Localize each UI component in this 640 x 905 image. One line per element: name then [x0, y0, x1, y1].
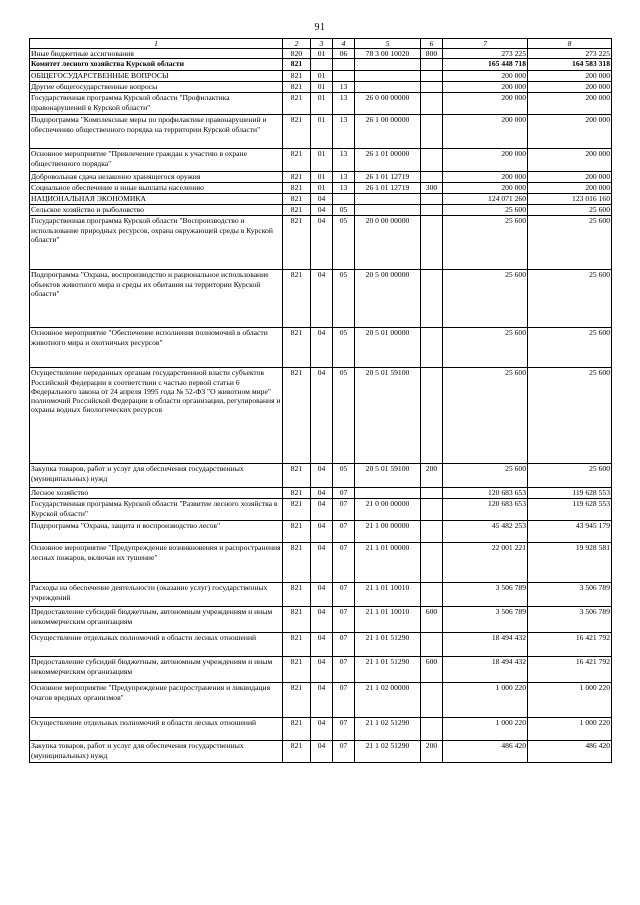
- table-cell-amount-year1: 200 000: [443, 115, 528, 149]
- table-cell-expense-type: [421, 270, 443, 328]
- table-cell-name: Закупка товаров, работ и услуг для обеспечения государственных (муниципальных) нужд: [30, 464, 283, 488]
- table-cell-name: Лесное хозяйство: [30, 488, 283, 499]
- table-cell-expense-type: [421, 718, 443, 741]
- table-row: [30, 543, 612, 583]
- table-cell-amount-year1: 200 000: [443, 172, 528, 183]
- page-number: 91: [314, 22, 326, 33]
- table-cell-name: Подпрограмма "Охрана, воспроизводство и рациональное использование объектов животного мира и среды их обитания на территории Курской области": [30, 270, 283, 328]
- table-cell-grbs: 821: [283, 216, 311, 270]
- table-cell-amount-year1: 165 448 718: [443, 59, 528, 71]
- table-cell-target-article: 21 1 02 00000: [355, 683, 421, 718]
- table-cell-target-article: [355, 82, 421, 93]
- table-row: [30, 205, 612, 216]
- table-cell-grbs: 821: [283, 172, 311, 183]
- table-cell-grbs: 821: [283, 93, 311, 115]
- table-row: [30, 741, 612, 763]
- table-cell-subsection: 13: [333, 183, 355, 194]
- table-cell-amount-year2: 164 583 318: [528, 59, 612, 71]
- table-row: [30, 683, 612, 718]
- table-cell-amount-year1: 1 000 220: [443, 718, 528, 741]
- table-row: [30, 172, 612, 183]
- table-cell-name: Подпрограмма "Охрана, защита и воспроизводство лесов": [30, 521, 283, 543]
- table-cell-amount-year1: 200 000: [443, 183, 528, 194]
- table-cell-subsection: 05: [333, 270, 355, 328]
- table-cell-amount-year2: 25 600: [528, 328, 612, 368]
- table-cell-name: Иные бюджетные ассигнования: [30, 49, 283, 59]
- table-cell-subsection: 07: [333, 521, 355, 543]
- table-cell-target-article: 20 5 01 00000: [355, 328, 421, 368]
- table-cell-grbs: 821: [283, 488, 311, 499]
- table-row: [30, 149, 612, 172]
- table-cell-grbs: 821: [283, 607, 311, 633]
- table-cell-amount-year1: 25 600: [443, 328, 528, 368]
- table-cell-target-article: 78 3 00 10020: [355, 49, 421, 59]
- table-cell-expense-type: [421, 683, 443, 718]
- table-cell-section: 04: [311, 194, 333, 205]
- table-cell-amount-year2: 200 000: [528, 149, 612, 172]
- table-cell-amount-year2: 200 000: [528, 172, 612, 183]
- table-cell-target-article: 21 1 01 10010: [355, 583, 421, 607]
- table-cell-amount-year1: 25 600: [443, 464, 528, 488]
- table-cell-grbs: 821: [283, 270, 311, 328]
- table-cell-subsection: 13: [333, 115, 355, 149]
- table-cell-grbs: 821: [283, 633, 311, 657]
- column-header: 6: [421, 39, 443, 49]
- table-cell-expense-type: 800: [421, 49, 443, 59]
- table-cell-target-article: 26 1 01 12719: [355, 172, 421, 183]
- column-header: 5: [355, 39, 421, 49]
- table-cell-section: 01: [311, 93, 333, 115]
- table-cell-amount-year2: 1 000 220: [528, 683, 612, 718]
- table-cell-subsection: 13: [333, 82, 355, 93]
- table-cell-section: 04: [311, 583, 333, 607]
- table-row: [30, 216, 612, 270]
- table-cell-target-article: 26 1 01 00000: [355, 149, 421, 172]
- table-cell-name: Государственная программа Курской области "Профилактика правонарушений в Курской области": [30, 93, 283, 115]
- table-cell-expense-type: [421, 93, 443, 115]
- table-cell-section: 04: [311, 741, 333, 763]
- table-cell-section: 01: [311, 115, 333, 149]
- table-cell-target-article: 20 5 01 59100: [355, 464, 421, 488]
- table-cell-amount-year2: 200 000: [528, 115, 612, 149]
- column-header: 7: [443, 39, 528, 49]
- table-cell-name: Расходы на обеспечение деятельности (оказание услуг) государственных учреждений: [30, 583, 283, 607]
- table-row: [30, 499, 612, 521]
- table-row: [30, 368, 612, 464]
- table-cell-section: 04: [311, 464, 333, 488]
- table-cell-expense-type: [421, 82, 443, 93]
- table-cell-grbs: 821: [283, 464, 311, 488]
- table-cell-expense-type: [421, 172, 443, 183]
- table-cell-name: Социальное обеспечение и иные выплаты населению: [30, 183, 283, 194]
- table-cell-amount-year2: 123 016 160: [528, 194, 612, 205]
- table-cell-name: ОБЩЕГОСУДАРСТВЕННЫЕ ВОПРОСЫ: [30, 71, 283, 82]
- table-cell-grbs: 821: [283, 368, 311, 464]
- table-cell-amount-year1: 200 000: [443, 71, 528, 82]
- table-cell-grbs: 821: [283, 718, 311, 741]
- table-row: [30, 657, 612, 683]
- table-cell-amount-year1: 25 600: [443, 216, 528, 270]
- table-cell-subsection: 07: [333, 633, 355, 657]
- column-number-row: [30, 39, 612, 49]
- table-cell-section: 04: [311, 499, 333, 521]
- table-row: [30, 49, 612, 59]
- table-cell-name: Основное мероприятие "Привлечение граждан к участию в охране общественного порядка": [30, 149, 283, 172]
- table-cell-name: Основное мероприятие "Предупреждение распространения и ликвидация очагов вредных организмов": [30, 683, 283, 718]
- column-header: 3: [311, 39, 333, 49]
- table-cell-subsection: 07: [333, 718, 355, 741]
- table-cell-amount-year1: 120 683 653: [443, 499, 528, 521]
- table-cell-subsection: 07: [333, 499, 355, 521]
- table-cell-amount-year1: 200 000: [443, 82, 528, 93]
- table-cell-amount-year2: 119 628 553: [528, 488, 612, 499]
- table-cell-amount-year1: 124 071 260: [443, 194, 528, 205]
- table-cell-target-article: [355, 488, 421, 499]
- table-cell-grbs: 821: [283, 149, 311, 172]
- table-cell-amount-year2: 3 506 789: [528, 583, 612, 607]
- table-cell-subsection: [333, 59, 355, 71]
- table-cell-amount-year1: 18 494 432: [443, 633, 528, 657]
- table-cell-grbs: 821: [283, 71, 311, 82]
- table-cell-amount-year2: 273 225: [528, 49, 612, 59]
- table-cell-section: 04: [311, 683, 333, 718]
- table-cell-amount-year2: 25 600: [528, 216, 612, 270]
- table-cell-section: 04: [311, 607, 333, 633]
- table-cell-expense-type: [421, 115, 443, 149]
- table-row: [30, 82, 612, 93]
- table-cell-expense-type: [421, 521, 443, 543]
- table-cell-section: 04: [311, 718, 333, 741]
- table-cell-target-article: 21 1 01 51290: [355, 633, 421, 657]
- table-cell-expense-type: 200: [421, 464, 443, 488]
- table-cell-amount-year2: 25 600: [528, 205, 612, 216]
- table-cell-name: Основное мероприятие "Предупреждение возникновения и распространения лесных пожаров, включая их тушение": [30, 543, 283, 583]
- table-cell-name: Добровольная сдача незаконно хранящегося оружия: [30, 172, 283, 183]
- table-cell-amount-year2: 200 000: [528, 93, 612, 115]
- table-cell-amount-year2: 43 945 179: [528, 521, 612, 543]
- table-row: [30, 183, 612, 194]
- table-cell-amount-year1: 486 420: [443, 741, 528, 763]
- table-row: [30, 71, 612, 82]
- table-cell-target-article: [355, 59, 421, 71]
- table-cell-target-article: 21 1 01 10010: [355, 607, 421, 633]
- table-cell-grbs: 821: [283, 499, 311, 521]
- table-cell-name: Комитет лесного хозяйства Курской области: [30, 59, 283, 71]
- table-cell-section: 04: [311, 270, 333, 328]
- table-row: [30, 607, 612, 633]
- table-cell-subsection: 05: [333, 368, 355, 464]
- table-cell-name: Предоставление субсидий бюджетным, автономным учреждениям и иным некоммерческим организациям: [30, 607, 283, 633]
- table-cell-amount-year1: 25 600: [443, 205, 528, 216]
- table-cell-amount-year1: 45 482 253: [443, 521, 528, 543]
- table-cell-section: 04: [311, 368, 333, 464]
- table-cell-section: 01: [311, 49, 333, 59]
- table-row: [30, 115, 612, 149]
- budget-table-body: [30, 39, 612, 763]
- table-cell-section: 01: [311, 82, 333, 93]
- table-cell-expense-type: [421, 71, 443, 82]
- table-cell-expense-type: 200: [421, 741, 443, 763]
- table-cell-grbs: 821: [283, 543, 311, 583]
- table-row: [30, 583, 612, 607]
- table-cell-target-article: [355, 205, 421, 216]
- table-row: [30, 633, 612, 657]
- table-cell-amount-year1: 3 506 789: [443, 583, 528, 607]
- table-cell-amount-year2: 486 420: [528, 741, 612, 763]
- table-cell-expense-type: 600: [421, 607, 443, 633]
- table-cell-amount-year2: 200 000: [528, 82, 612, 93]
- table-cell-subsection: 05: [333, 464, 355, 488]
- table-cell-grbs: 821: [283, 657, 311, 683]
- table-cell-expense-type: [421, 194, 443, 205]
- table-cell-subsection: [333, 194, 355, 205]
- table-cell-amount-year2: 25 600: [528, 464, 612, 488]
- table-cell-target-article: 26 1 01 12719: [355, 183, 421, 194]
- table-cell-amount-year1: 120 683 653: [443, 488, 528, 499]
- table-cell-grbs: 821: [283, 194, 311, 205]
- table-cell-section: 01: [311, 71, 333, 82]
- table-cell-subsection: 05: [333, 205, 355, 216]
- table-cell-subsection: 13: [333, 93, 355, 115]
- table-cell-target-article: [355, 194, 421, 205]
- table-cell-expense-type: 600: [421, 657, 443, 683]
- table-cell-target-article: 21 0 00 00000: [355, 499, 421, 521]
- table-cell-subsection: 05: [333, 216, 355, 270]
- table-row: [30, 59, 612, 71]
- table-cell-section: 04: [311, 216, 333, 270]
- table-cell-amount-year2: 1 000 220: [528, 718, 612, 741]
- table-cell-subsection: 06: [333, 49, 355, 59]
- table-cell-amount-year2: 200 000: [528, 71, 612, 82]
- table-cell-grbs: 821: [283, 115, 311, 149]
- table-cell-name: Осуществление отдельных полномочий в области лесных отношений: [30, 633, 283, 657]
- table-cell-section: [311, 59, 333, 71]
- table-cell-grbs: 821: [283, 59, 311, 71]
- table-cell-grbs: 821: [283, 583, 311, 607]
- table-cell-subsection: [333, 71, 355, 82]
- table-cell-section: 04: [311, 543, 333, 583]
- table-cell-section: 01: [311, 183, 333, 194]
- table-row: [30, 328, 612, 368]
- table-row: [30, 270, 612, 328]
- table-cell-section: 04: [311, 521, 333, 543]
- budget-table: [29, 38, 612, 763]
- table-cell-name: НАЦИОНАЛЬНАЯ ЭКОНОМИКА: [30, 194, 283, 205]
- table-cell-subsection: 07: [333, 683, 355, 718]
- table-cell-name: Основное мероприятие "Обеспечение исполнения полномочий в области животного мира и охотничьих ресурсов": [30, 328, 283, 368]
- table-cell-subsection: 05: [333, 328, 355, 368]
- table-cell-subsection: 07: [333, 583, 355, 607]
- table-row: [30, 194, 612, 205]
- table-cell-amount-year1: 25 600: [443, 270, 528, 328]
- table-cell-amount-year2: 119 628 553: [528, 499, 612, 521]
- column-header: 8: [528, 39, 612, 49]
- table-cell-amount-year2: 25 600: [528, 368, 612, 464]
- table-cell-name: Закупка товаров, работ и услуг для обеспечения государственных (муниципальных) нужд: [30, 741, 283, 763]
- table-row: [30, 464, 612, 488]
- table-cell-section: 04: [311, 328, 333, 368]
- table-cell-section: 04: [311, 633, 333, 657]
- table-cell-name: Подпрограмма "Комплексные меры по профилактике правонарушений и обеспечению общественного порядка на территории Курской области": [30, 115, 283, 149]
- table-cell-expense-type: [421, 499, 443, 521]
- table-cell-grbs: 821: [283, 82, 311, 93]
- table-cell-expense-type: [421, 368, 443, 464]
- table-cell-grbs: 820: [283, 49, 311, 59]
- table-cell-amount-year2: 3 506 789: [528, 607, 612, 633]
- table-cell-subsection: 07: [333, 741, 355, 763]
- table-cell-section: 04: [311, 205, 333, 216]
- table-cell-expense-type: [421, 59, 443, 71]
- table-cell-amount-year1: 25 600: [443, 368, 528, 464]
- table-cell-name: Сельское хозяйство и рыболовство: [30, 205, 283, 216]
- table-cell-expense-type: [421, 488, 443, 499]
- column-header: 1: [30, 39, 283, 49]
- table-cell-expense-type: 300: [421, 183, 443, 194]
- table-row: [30, 488, 612, 499]
- table-cell-amount-year2: 16 421 792: [528, 657, 612, 683]
- table-cell-grbs: 821: [283, 183, 311, 194]
- table-cell-expense-type: [421, 583, 443, 607]
- table-cell-name: Предоставление субсидий бюджетным, автономным учреждениям и иным некоммерческим организациям: [30, 657, 283, 683]
- table-cell-grbs: 821: [283, 205, 311, 216]
- table-cell-target-article: [355, 71, 421, 82]
- table-cell-expense-type: [421, 149, 443, 172]
- table-cell-target-article: 21 1 02 51290: [355, 741, 421, 763]
- table-cell-target-article: 21 1 01 00000: [355, 543, 421, 583]
- table-cell-expense-type: [421, 328, 443, 368]
- table-cell-expense-type: [421, 216, 443, 270]
- table-cell-subsection: 07: [333, 607, 355, 633]
- table-cell-name: Государственная программа Курской области "Развитие лесного хозяйства в Курской области": [30, 499, 283, 521]
- table-cell-target-article: 26 0 00 00000: [355, 93, 421, 115]
- table-cell-grbs: 821: [283, 683, 311, 718]
- table-cell-amount-year1: 3 506 789: [443, 607, 528, 633]
- table-cell-section: 01: [311, 172, 333, 183]
- table-cell-expense-type: [421, 543, 443, 583]
- table-cell-subsection: 07: [333, 488, 355, 499]
- table-cell-subsection: 07: [333, 543, 355, 583]
- table-cell-amount-year1: 1 000 220: [443, 683, 528, 718]
- table-cell-amount-year2: 19 928 581: [528, 543, 612, 583]
- table-cell-name: Осуществление переданных органам государственной власти субъектов Российской Федерации в соответствии с частью первой статьи 6 Федерального закона от 24 апреля 1995 года № 52-ФЗ "О животном мире" полномочий Российской Федерации в области организации, регулирования и охраны водных биологических ресурсов: [30, 368, 283, 464]
- column-header: 4: [333, 39, 355, 49]
- table-cell-section: 04: [311, 488, 333, 499]
- table-row: [30, 718, 612, 741]
- table-cell-grbs: 821: [283, 741, 311, 763]
- table-cell-target-article: 21 1 02 51290: [355, 718, 421, 741]
- table-cell-section: 04: [311, 657, 333, 683]
- table-cell-target-article: 21 1 00 00000: [355, 521, 421, 543]
- table-cell-subsection: 13: [333, 172, 355, 183]
- table-cell-expense-type: [421, 205, 443, 216]
- table-cell-amount-year2: 25 600: [528, 270, 612, 328]
- table-cell-amount-year1: 200 000: [443, 149, 528, 172]
- table-cell-target-article: 21 1 01 51290: [355, 657, 421, 683]
- table-cell-target-article: 20 5 01 59100: [355, 368, 421, 464]
- table-cell-amount-year1: 273 225: [443, 49, 528, 59]
- column-header: 2: [283, 39, 311, 49]
- table-cell-expense-type: [421, 633, 443, 657]
- table-cell-target-article: 26 1 00 00000: [355, 115, 421, 149]
- table-cell-name: Государственная программа Курской области "Воспроизводство и использование природных ресурсов, охрана окружающей среды в Курской области": [30, 216, 283, 270]
- table-row: [30, 93, 612, 115]
- table-row: [30, 521, 612, 543]
- table-cell-amount-year1: 22 001 221: [443, 543, 528, 583]
- table-cell-name: Осуществление отдельных полномочий в области лесных отношений: [30, 718, 283, 741]
- table-cell-subsection: 07: [333, 657, 355, 683]
- table-cell-subsection: 13: [333, 149, 355, 172]
- table-cell-target-article: 20 0 00 00000: [355, 216, 421, 270]
- table-cell-grbs: 821: [283, 521, 311, 543]
- table-cell-amount-year1: 200 000: [443, 93, 528, 115]
- table-cell-target-article: 20 5 00 00000: [355, 270, 421, 328]
- table-cell-section: 01: [311, 149, 333, 172]
- table-cell-amount-year2: 200 000: [528, 183, 612, 194]
- table-cell-amount-year2: 16 421 792: [528, 633, 612, 657]
- table-cell-name: Другие общегосударственные вопросы: [30, 82, 283, 93]
- table-cell-amount-year1: 18 494 432: [443, 657, 528, 683]
- table-cell-grbs: 821: [283, 328, 311, 368]
